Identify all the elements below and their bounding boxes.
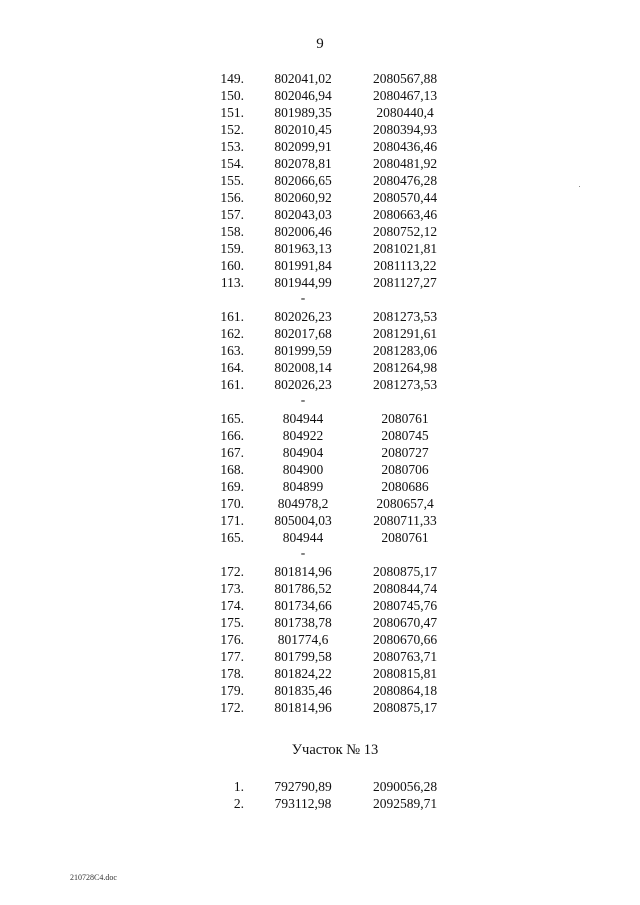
x-coordinate: 801835,46 <box>274 683 332 698</box>
x-coordinate: 802041,02 <box>274 71 332 86</box>
point-number: 163. <box>220 343 244 358</box>
point-number: 168. <box>220 462 244 477</box>
table-row <box>0 155 640 172</box>
table-row <box>0 699 640 716</box>
y-coordinate: 2080670,66 <box>372 632 438 647</box>
y-coordinate: 2080394,93 <box>372 122 438 137</box>
table-row <box>0 223 640 240</box>
table-row <box>0 614 640 631</box>
point-number: 175. <box>220 615 244 630</box>
table-row <box>0 529 640 546</box>
point-number: 1. <box>233 779 244 794</box>
separator-row <box>0 546 640 563</box>
table-row <box>0 410 640 427</box>
table-row <box>0 138 640 155</box>
table-row <box>0 189 640 206</box>
x-coordinate: 802043,03 <box>274 207 332 222</box>
x-coordinate: 802046,94 <box>274 88 332 103</box>
point-number: 151. <box>220 105 244 120</box>
table-row <box>0 70 640 87</box>
page-number: 9 <box>316 36 324 52</box>
x-coordinate: 802066,65 <box>274 173 332 188</box>
y-coordinate: 2080476,28 <box>372 173 438 188</box>
table-row <box>0 274 640 291</box>
y-coordinate: 2080711,33 <box>373 513 437 528</box>
y-coordinate: 2092589,71 <box>372 796 438 811</box>
table-row <box>0 240 640 257</box>
table-row <box>0 206 640 223</box>
table-row <box>0 376 640 393</box>
point-number: 149. <box>220 71 244 86</box>
y-coordinate: 2080875,17 <box>372 700 438 715</box>
table-row <box>0 563 640 580</box>
point-number: 155. <box>220 173 244 188</box>
y-coordinate: 2080815,81 <box>372 666 438 681</box>
x-coordinate: 801774,6 <box>277 632 329 647</box>
point-number: 170. <box>220 496 244 511</box>
y-coordinate: 2081283,06 <box>372 343 438 358</box>
table-row <box>0 778 640 795</box>
y-coordinate: 2080570,44 <box>372 190 438 205</box>
point-number: 166. <box>220 428 244 443</box>
table-row <box>0 580 640 597</box>
point-number: 153. <box>220 139 244 154</box>
separator-row <box>0 291 640 308</box>
point-number: 154. <box>220 156 244 171</box>
point-number: 167. <box>220 445 244 460</box>
point-number: 113. <box>220 275 244 290</box>
table-row <box>0 87 640 104</box>
y-coordinate: 2080761 <box>381 530 429 545</box>
y-coordinate: 2080436,46 <box>372 139 438 154</box>
y-coordinate: 2090056,28 <box>372 779 438 794</box>
point-number: 172. <box>220 564 244 579</box>
point-number: 162. <box>220 326 244 341</box>
table-row <box>0 512 640 529</box>
point-number: 178. <box>220 666 244 681</box>
point-number: 161. <box>220 377 244 392</box>
y-coordinate: 2080467,13 <box>372 88 438 103</box>
x-coordinate: 801738,78 <box>274 615 332 630</box>
point-number: 172. <box>220 700 244 715</box>
x-coordinate: 804978,2 <box>277 496 329 511</box>
point-number: 176. <box>220 632 244 647</box>
x-coordinate: 804922 <box>282 428 324 443</box>
x-coordinate: 801999,59 <box>274 343 332 358</box>
separator-row <box>0 393 640 410</box>
y-coordinate: 2080752,12 <box>372 224 438 239</box>
point-number: 159. <box>220 241 244 256</box>
table-row <box>0 325 640 342</box>
table-row <box>0 427 640 444</box>
point-number: 174. <box>220 598 244 613</box>
point-number: 152. <box>220 122 244 137</box>
table-row <box>0 104 640 121</box>
point-number: 165. <box>220 411 244 426</box>
y-coordinate: 2080567,88 <box>372 71 438 86</box>
table-row <box>0 308 640 325</box>
x-coordinate: 801991,84 <box>274 258 332 273</box>
y-coordinate: 2080844,74 <box>372 581 438 596</box>
y-coordinate: 2081021,81 <box>372 241 438 256</box>
y-coordinate: 2080761 <box>381 411 429 426</box>
point-number: 2. <box>233 796 244 811</box>
y-coordinate: 2081273,53 <box>372 377 438 392</box>
x-coordinate: 793112,98 <box>274 796 332 811</box>
x-coordinate: 804904 <box>282 445 324 460</box>
x-coordinate: 801944,99 <box>274 275 332 290</box>
x-coordinate: 804944 <box>282 530 324 545</box>
table-row <box>0 342 640 359</box>
x-coordinate: 801824,22 <box>274 666 332 681</box>
table-row <box>0 257 640 274</box>
x-coordinate: 804900 <box>282 462 324 477</box>
table-row <box>0 795 640 812</box>
table-row <box>0 665 640 682</box>
y-coordinate: 2080663,46 <box>372 207 438 222</box>
y-coordinate: 2081291,61 <box>372 326 438 341</box>
y-coordinate: 2080745,76 <box>372 598 438 613</box>
x-coordinate: 801786,52 <box>274 581 332 596</box>
table-row <box>0 495 640 512</box>
point-number: 177. <box>220 649 244 664</box>
point-number: 150. <box>220 88 244 103</box>
point-number: 161. <box>220 309 244 324</box>
table-row <box>0 682 640 699</box>
y-coordinate: 2080670,47 <box>372 615 438 630</box>
y-coordinate: 2081113,22 <box>373 258 437 273</box>
y-coordinate: 2081264,98 <box>372 360 438 375</box>
x-coordinate: 802026,23 <box>274 377 332 392</box>
x-coordinate: 802006,46 <box>274 224 332 239</box>
x-coordinate: - <box>300 392 306 407</box>
table-row <box>0 461 640 478</box>
y-coordinate: 2080706 <box>381 462 429 477</box>
section-title <box>0 742 640 759</box>
point-number: 156. <box>220 190 244 205</box>
point-number: 160. <box>220 258 244 273</box>
y-coordinate: 2080440,4 <box>376 105 434 120</box>
x-coordinate: 805004,03 <box>274 513 332 528</box>
x-coordinate: 802099,91 <box>274 139 332 154</box>
x-coordinate: 801814,96 <box>274 700 332 715</box>
point-number: 171. <box>220 513 244 528</box>
footer-filename: 210728C4.doc <box>70 873 117 882</box>
x-coordinate: 802078,81 <box>274 156 332 171</box>
x-coordinate: 802060,92 <box>274 190 332 205</box>
y-coordinate: 2081273,53 <box>372 309 438 324</box>
table-row <box>0 359 640 376</box>
x-coordinate: 802008,14 <box>274 360 332 375</box>
x-coordinate: 801734,66 <box>274 598 332 613</box>
x-coordinate: 802026,23 <box>274 309 332 324</box>
y-coordinate: 2080481,92 <box>372 156 438 171</box>
x-coordinate: 804899 <box>282 479 324 494</box>
y-coordinate: 2080657,4 <box>376 496 434 511</box>
x-coordinate: 801799,58 <box>274 649 332 664</box>
y-coordinate: 2080763,71 <box>372 649 438 664</box>
y-coordinate: 2080875,17 <box>372 564 438 579</box>
table-row <box>0 631 640 648</box>
table-row <box>0 444 640 461</box>
x-coordinate: - <box>300 545 306 560</box>
y-coordinate: 2080864,18 <box>372 683 438 698</box>
point-number: 179. <box>220 683 244 698</box>
table-row <box>0 478 640 495</box>
section-coordinate-table <box>0 778 640 812</box>
section-title-text: Участок № 13 <box>291 742 379 758</box>
point-number: 165. <box>220 530 244 545</box>
y-coordinate: 2080686 <box>381 479 429 494</box>
point-number: 164. <box>220 360 244 375</box>
x-coordinate: - <box>300 290 306 305</box>
y-coordinate: 2080745 <box>381 428 429 443</box>
x-coordinate: 801814,96 <box>274 564 332 579</box>
point-number: 158. <box>220 224 244 239</box>
table-row <box>0 172 640 189</box>
table-row <box>0 597 640 614</box>
point-number: 169. <box>220 479 244 494</box>
table-row <box>0 648 640 665</box>
coordinate-table <box>0 70 640 716</box>
point-number: 157. <box>220 207 244 222</box>
x-coordinate: 802010,45 <box>274 122 332 137</box>
x-coordinate: 792790,89 <box>274 779 332 794</box>
y-coordinate: 2080727 <box>381 445 429 460</box>
y-coordinate: 2081127,27 <box>373 275 437 290</box>
point-number: 173. <box>220 581 244 596</box>
x-coordinate: 802017,68 <box>274 326 332 341</box>
table-row <box>0 121 640 138</box>
x-coordinate: 801989,35 <box>274 105 332 120</box>
x-coordinate: 801963,13 <box>274 241 332 256</box>
x-coordinate: 804944 <box>282 411 324 426</box>
